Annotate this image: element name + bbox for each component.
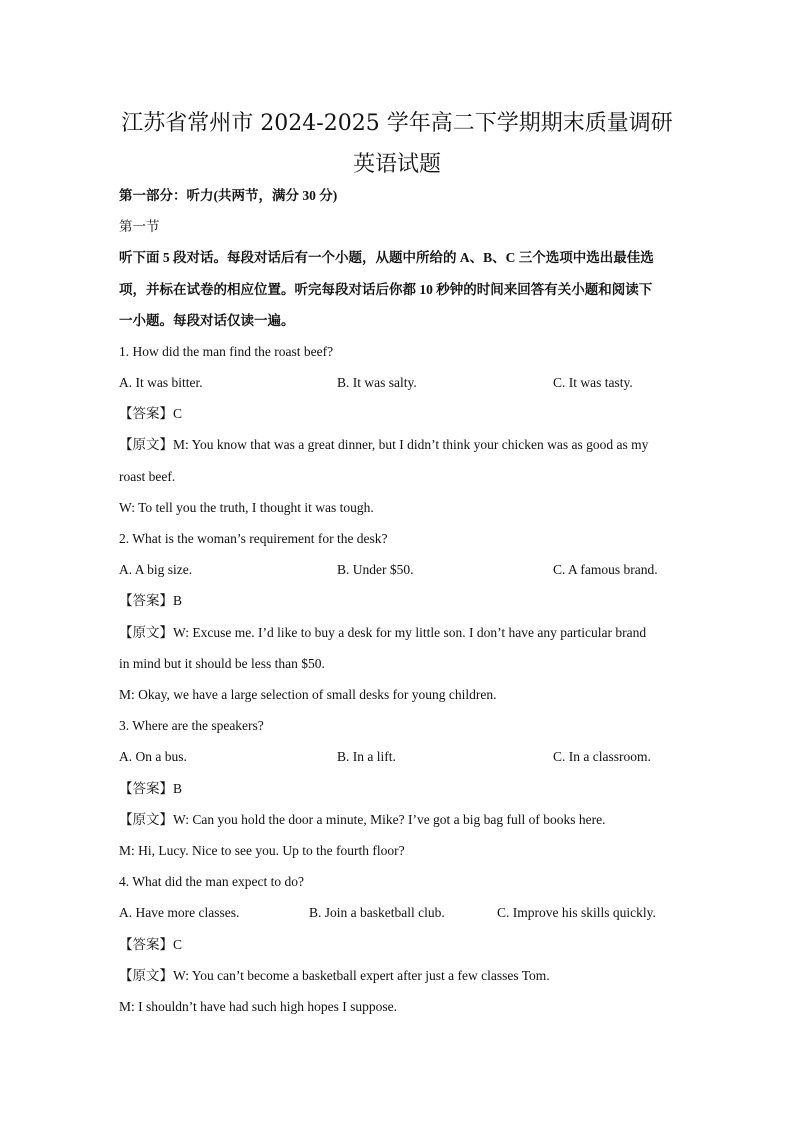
question-4: 4. What did the man expect to do? (119, 874, 304, 889)
q2-answer: 【答案】B (119, 593, 183, 608)
q2-transcript-line-2: in mind but it should be less than $50. (119, 656, 325, 671)
q4-option-a: A. Have more classes. (119, 905, 240, 920)
q4-answer: 【答案】C (119, 937, 183, 952)
instructions-line-2: 项，并标在试卷的相应位置。听完每段对话后你都 10 秒钟的时间来回答有关小题和阅读下 (119, 282, 653, 297)
section-heading: 第一节 (119, 219, 160, 234)
q1-transcript-line-2: roast beef. (119, 469, 176, 484)
q1-option-c: C. It was tasty. (553, 375, 633, 390)
q3-answer: 【答案】B (119, 781, 183, 796)
q3-transcript-line-2: M: Hi, Lucy. Nice to see you. Up to the fourth floor? (119, 843, 405, 858)
document-subtitle: 英语试题 (352, 152, 441, 177)
part-heading: 第一部分：听力(共两节，满分 30 分) (119, 188, 338, 203)
instructions-line-1: 听下面 5 段对话。每段对话后有一个小题，从题中所给的 A、B、C 三个选项中选出最佳选 (119, 250, 654, 265)
q4-option-b: B. Join a basketball club. (309, 905, 445, 920)
q3-option-c: C. In a classroom. (553, 749, 651, 764)
document-title: 江苏省常州市 2024-2025 学年高二下学期期末质量调研 (121, 111, 673, 136)
q4-transcript-line-1: 【原文】W: You can’t become a basketball expert after just a few classes Tom. (119, 968, 550, 983)
q4-option-c: C. Improve his skills quickly. (497, 905, 656, 920)
q3-option-b: B. In a lift. (337, 749, 396, 764)
question-2: 2. What is the woman’s requirement for the desk? (119, 531, 388, 546)
q2-transcript-line-1: 【原文】W: Excuse me. I’d like to buy a desk for my little son. I don’t have any particular brand (119, 625, 647, 640)
q2-transcript-line-3: M: Okay, we have a large selection of small desks for young children. (119, 687, 497, 702)
q1-transcript-line-3: W: To tell you the truth, I thought it was tough. (119, 500, 374, 515)
question-1: 1. How did the man find the roast beef? (119, 344, 334, 359)
question-3: 3. Where are the speakers? (119, 718, 264, 733)
q1-option-b: B. It was salty. (337, 375, 417, 390)
q2-option-c: C. A famous brand. (553, 562, 658, 577)
q2-option-b: B. Under $50. (337, 562, 414, 577)
q1-answer: 【答案】C (119, 406, 183, 421)
q4-transcript-line-2: M: I shouldn’t have had such high hopes I suppose. (119, 999, 397, 1014)
q1-transcript-line-1: 【原文】M: You know that was a great dinner, but I didn’t think your chicken was as good as my (119, 437, 649, 452)
instructions-line-3: 一小题。每段对话仅读一遍。 (119, 313, 295, 328)
q3-transcript-line-1: 【原文】W: Can you hold the door a minute, Mike? I’ve got a big bag full of books here. (119, 812, 606, 827)
q3-option-a: A. On a bus. (119, 749, 187, 764)
q1-option-a: A. It was bitter. (119, 375, 203, 390)
q2-option-a: A. A big size. (119, 562, 193, 577)
